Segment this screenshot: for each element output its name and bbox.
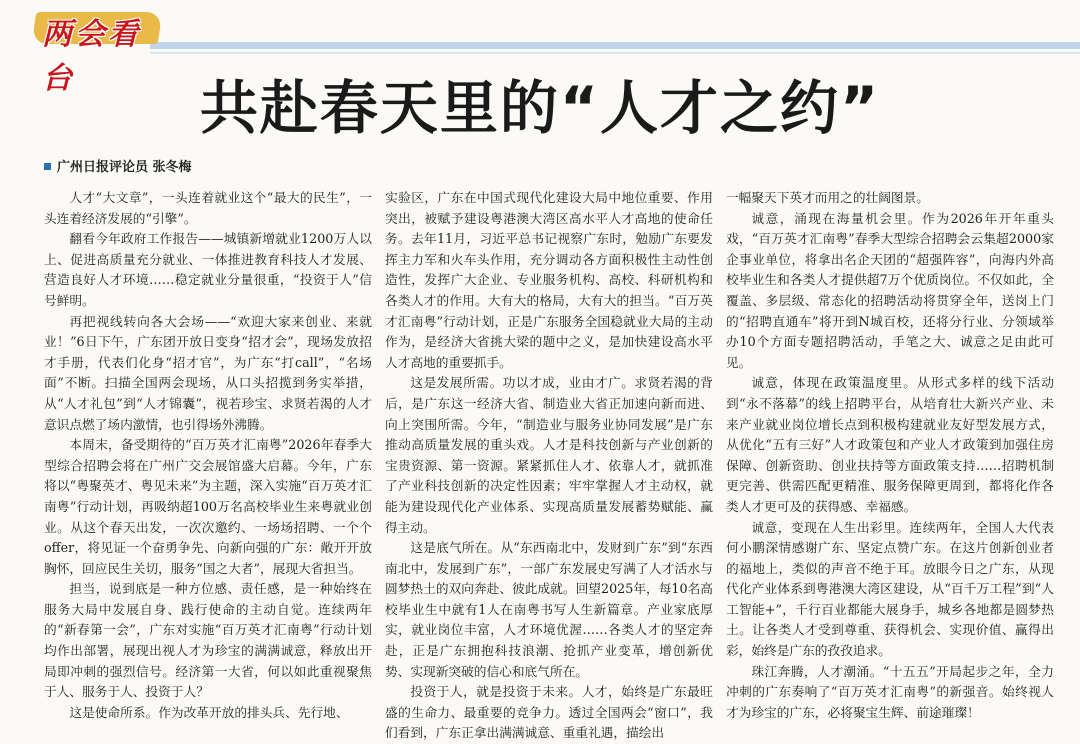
paragraph: 人才“大文章”，一头连着就业这个“最大的民生”，一头连着经济发展的“引擎”。 — [44, 190, 372, 226]
paragraph: 诚意，变现在人生出彩里。连续两年，全国人大代表何小鹏深情感谢广东、坚定点赞广东。在这片创新创业者的福地上，类似的声音不绝于耳。放眼今日之广东，从现代化产业体系到粤港澳大湾区建设，从“百千万工程”到“人工智能+”，千行百业都能大展身手，城乡各地都是圆梦热土。让各类人才受到尊重、获得机会、实现价值、赢得出彩，始终是广东的孜孜追求。 — [726, 519, 1054, 659]
paragraph: 实验区，广东在中国式现代化建设大局中地位重要、作用突出，被赋予建设粤港澳大湾区高水平人才高地的使命任务。去年11月，习近平总书记视察广东时，勉励广东要发挥主力军和火车头作用，充分调动各方面积极性主动性创造性，发挥广大企业、专业服务机构、高校、科研机构和各类人才的作用。大有大的格局，大有大的担当。“百万英才汇南粤”行动计划，正是广东服务全国稳就业大局的主动作为，是经济大省挑大梁的题中之义，是加快建设高水平人才高地的重要抓手。 — [385, 190, 713, 370]
paragraph: 诚意，涌现在海量机会里。作为2026年开年重头戏，“百万英才汇南粤”春季大型综合招聘会云集超2000家企事业单位，将拿出名企天团的“超强阵容”，向海内外高校毕业生和各类人才提供超7万个优质岗位。不仅如此，全覆盖、多层级、常态化的招聘活动将贯穿全年，送岗上门的“招聘直通车”将开到N城百校，还将分行业、分领域举办10个方面专题招聘活动，手笔之大、诚意之足由此可见。 — [726, 210, 1054, 370]
paragraph: 这是使命所系。作为改革开放的排头兵、先行地、 — [69, 704, 349, 720]
paragraph: 本周末，备受期待的“百万英才汇南粤”2026年春季大型综合招聘会将在广州广交会展馆盛大启幕。今年，广东将以“粤聚英才、粤见未来”为主题，深入实施“百万英才汇南粤”行动计划，再吸纳超100万名高校毕业生来粤就业创业。从这个春天出发，一次次邀约、一场场招聘、一个个offer，将见证一个奋勇争先、向新向强的广东：敞开开放胸怀，回应民生关切，服务“国之大者”，展现大省担当。 — [44, 437, 372, 576]
paragraph: 翻看今年政府工作报告——城镇新增就业1200万人以上、促进高质量充分就业、一体推进教育科技人才发展、营造良好人才环境……稳定就业分量很重，“投资于人”信号鲜明。 — [44, 231, 372, 308]
column-tag — [24, 4, 164, 96]
article-column-3 — [726, 188, 1054, 720]
paragraph: 投资于人，就是投资于未来。人才，始终是广东最旺盛的生命力、最重要的竞争力。透过全国两会“窗口”，我们看到，广东正拿出满满诚意、重重礼遇，描绘出 — [385, 684, 713, 741]
header-rule — [150, 42, 1080, 49]
article-body — [44, 188, 1054, 741]
paragraph: 担当，说到底是一种方位感、责任感，是一种始终在服务大局中发展自身、践行使命的主动自觉。连续两年的“新春第一会”，广东对实施“百万英才汇南粤”行动计划均作出部署，展现出视人才为珍宝的满满诚意，释放出开局即冲刺的强烈信号。经济第一大省，何以如此重视聚焦于人、服务于人、投资于人？ — [44, 581, 372, 700]
paragraph: 诚意，体现在政策温度里。从形式多样的线下活动到“永不落幕”的线上招聘平台，从培育壮大新兴产业、未来产业就业岗位增长点到积极构建就业友好型发展方式，从优化“五有三好”人才政策包和产业人才政策到加强住房保障、创新资助、创业扶持等方面政策支持……招聘机制更完善、供需匹配更精准、服务保障更周到，都将化作各类人才更可及的获得感、幸福感。 — [726, 375, 1054, 514]
byline-text: 广州日报评论员 张冬梅 — [57, 160, 192, 175]
byline-square-icon — [44, 163, 51, 170]
header-rule-thin — [150, 52, 1080, 54]
headline: 共赴春天里的“人才之约” — [199, 74, 881, 142]
paragraph: 再把视线转向各大会场——“欢迎大家来创业、来就业！”6日下午，广东团开放日变身“招才会”，现场发放招才手册，代表们化身“招才官”，为广东“打call”，“名场面”不断。扫描全国两会现场，从口头招揽到务实举措，从“人才礼包”到“人才锦囊”，视若珍宝、求贤若渴的人才意识点燃了场内激情，也引得场外沸腾。 — [44, 313, 372, 432]
paragraph: 珠江奔腾，人才潮涌。“十五五”开局起步之年，全力冲刺的广东奏响了“百万英才汇南粤”的新强音。始终视人才为珍宝的广东，必将聚宝生辉、前途璀璨！ — [726, 663, 1054, 720]
article-column-1 — [44, 188, 372, 720]
column-tag-label: 两会看台 — [42, 17, 141, 96]
article-column-2 — [385, 188, 713, 741]
byline — [44, 156, 192, 175]
paragraph: 这是发展所需。功以才成，业由才广。求贤若渴的背后，是广东这一经济大省、制造业大省正加速向新而进、向上突围所需。今年，“制造业与服务业协同发展”是广东推动高质量发展的重头戏。人才是科技创新与产业创新的宝贵资源、第一资源。紧紧抓住人才、依靠人才，就抓准了产业科技创新的决定性因素；牢牢掌握人才主动权，就能为建设现代化产业体系、实现高质量发展蓄势赋能、赢得主动。 — [385, 375, 713, 535]
paragraph: 这是底气所在。从“东西南北中，发财到广东”到“东西南北中，发展到广东”，一部广东发展史写满了人才活水与圆梦热土的双向奔赴、彼此成就。回望2025年，每10名高校毕业生中就有1人在南粤书写人生新篇章。产业家底厚实，就业岗位丰富，人才环境优渥……各类人才的坚定奔赴，正是广东拥抱科技浪潮、抢抓产业变革，增创新优势、实现新突破的信心和底气所在。 — [385, 540, 713, 679]
header-band — [0, 0, 1080, 96]
paragraph: 一幅聚天下英才而用之的壮阔图景。 — [726, 190, 929, 205]
